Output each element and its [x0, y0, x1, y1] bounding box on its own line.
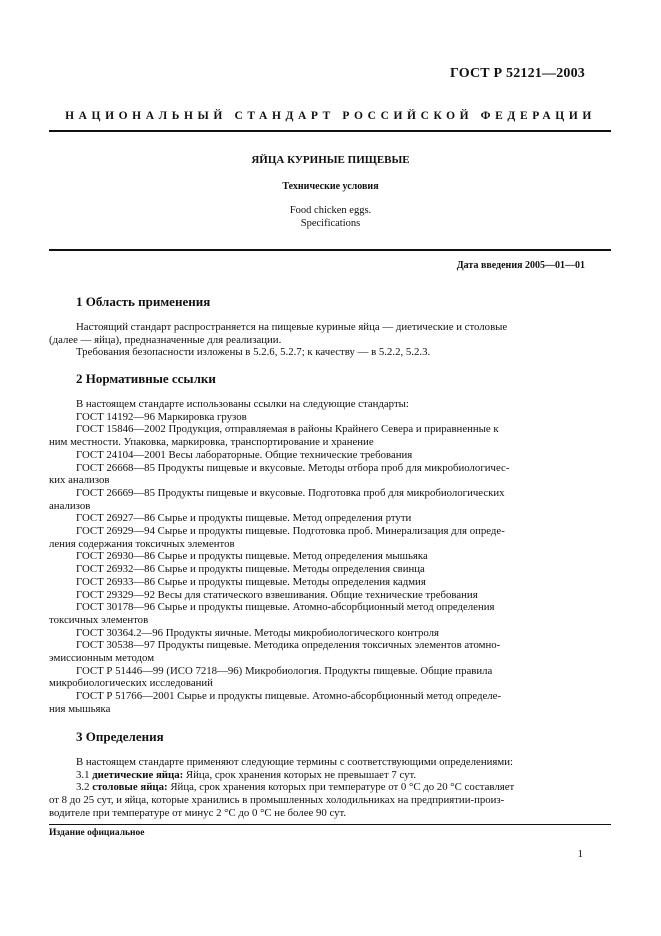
reference-item: [49, 576, 586, 589]
english-title: [0, 204, 661, 230]
english-title-line1: Food chicken eggs.: [289, 205, 372, 216]
reference-line: ГОСТ 26668—85 Продукты пищевые и вкусовые. Методы отбора проб для микробиологичес-: [76, 461, 510, 474]
reference-line: ГОСТ 24104—2001 Весы лабораторные. Общие технические требования: [76, 448, 413, 461]
reference-item: [49, 665, 586, 690]
section-3-body: [49, 756, 586, 820]
document-subtitle: Технические условия: [282, 181, 379, 192]
reference-line: ГОСТ 26929—94 Сырье и продукты пищевые. Подготовка проб. Минерализация для опреде-: [76, 525, 505, 538]
reference-line: ГОСТ 26930—86 Сырье и продукты пищевые. Метод определения мышьяка: [76, 550, 428, 563]
section-1-body: [49, 321, 586, 359]
definition-3-1-text: Яйца, срок хранения которых не превышает 7 сут.: [185, 768, 417, 781]
definition-3-2-text: Яйца, срок хранения которых при температуре от 0 °С до 20 °С составляет: [170, 781, 515, 794]
definition-3-1: [49, 769, 586, 782]
section-1-p2: Требования безопасности изложены в 5.2.6, 5.2.7; к качеству — в 5.2.2, 5.2.3.: [76, 346, 431, 359]
normative-references-list: [49, 411, 586, 716]
section-2-intro: В настоящем стандарте использованы ссылки на следующие стандарты:: [76, 398, 409, 410]
reference-item: [49, 690, 586, 715]
title-divider: [49, 249, 611, 251]
gost-number: ГОСТ Р 52121—2003: [449, 66, 585, 81]
definition-3-1-term: диетические яйца:: [92, 768, 184, 781]
reference-line: ГОСТ 14192—96 Маркировка грузов: [76, 410, 247, 423]
reference-line: ГОСТ 26669—85 Продукты пищевые и вкусовые. Подготовка проб для микробиологических: [76, 486, 505, 499]
introduction-date: Дата введения 2005—01—01: [456, 260, 585, 271]
reference-continuation-line: микробиологических исследований: [49, 677, 213, 690]
section-1-heading: 1 Область применения: [76, 294, 211, 309]
reference-continuation-line: эмиссионным методом: [49, 652, 155, 665]
definition-3-2-number: 3.2: [76, 781, 90, 794]
section-2-body: [49, 398, 586, 716]
national-standard-title: НАЦИОНАЛЬНЫЙ СТАНДАРТ РОССИЙСКОЙ ФЕДЕРАЦИИ: [65, 110, 596, 122]
definition-3-1-number: 3.1: [76, 768, 90, 781]
reference-item: [49, 563, 586, 576]
reference-item: [49, 462, 586, 487]
reference-item: [49, 639, 586, 664]
definition-3-2-line2: от 8 до 25 сут, и яйца, которые хранились в промышленных холодильниках на предприятии-произ-: [49, 794, 505, 807]
section-2-heading: 2 Нормативные ссылки: [76, 371, 216, 386]
section-1-p1-line2: (далее — яйца), предназначенные для реализации.: [49, 333, 282, 346]
section-3-heading: 3 Определения: [76, 729, 164, 744]
edition-label: Издание официальное: [49, 828, 145, 838]
reference-item: [49, 487, 586, 512]
reference-line: ГОСТ 15846—2002 Продукция, отправляемая в районы Крайнего Севера и приравненные к: [76, 423, 499, 436]
reference-line: ГОСТ 26927—86 Сырье и продукты пищевые. Метод определения ртути: [76, 512, 412, 525]
reference-continuation-line: ления содержания токсичных элементов: [49, 537, 235, 550]
reference-continuation-line: ним местности. Упаковка, маркировка, транспортирование и хранение: [49, 436, 374, 449]
section-1-p1-line1: Настоящий стандарт распространяется на пищевые куриные яйца — диетические и столовые: [76, 321, 508, 333]
header-divider: [49, 130, 611, 132]
definition-3-2-term: столовые яйца:: [92, 781, 168, 794]
reference-line: ГОСТ 30538—97 Продукты пищевые. Методика определения токсичных элементов атомно-: [76, 639, 501, 652]
page-number: 1: [577, 848, 583, 860]
reference-line: ГОСТ 30364.2—96 Продукты яичные. Методы микробиологического контроля: [76, 626, 440, 639]
reference-continuation-line: ния мышьяка: [49, 702, 111, 715]
reference-continuation-line: ких анализов: [49, 474, 110, 487]
english-title-line2: Specifications: [300, 218, 361, 229]
reference-item: [49, 525, 586, 550]
reference-item: [49, 589, 586, 602]
definition-3-2-line3: водителе при температуре от минус 2 °С до 0 °С не более 90 сут.: [49, 806, 347, 819]
footer-divider: [49, 824, 611, 825]
reference-continuation-line: анализов: [49, 499, 91, 512]
document-title: ЯЙЦА КУРИНЫЕ ПИЩЕВЫЕ: [251, 154, 410, 166]
reference-line: ГОСТ 30178—96 Сырье и продукты пищевые. Атомно-абсорбционный метод определения: [76, 601, 495, 614]
section-3-intro: В настоящем стандарте применяют следующие термины с соответствующими определениями:: [76, 756, 513, 768]
reference-item: [49, 601, 586, 626]
reference-item: [49, 627, 586, 640]
reference-continuation-line: токсичных элементов: [49, 613, 149, 626]
reference-line: ГОСТ 29329—92 Весы для статического взвешивания. Общие технические требования: [76, 588, 478, 601]
reference-item: [49, 411, 586, 424]
reference-line: ГОСТ 26932—86 Сырье и продукты пищевые. Методы определения свинца: [76, 563, 425, 576]
definition-3-2-line1: [49, 781, 586, 794]
reference-line: ГОСТ 26933—86 Сырье и продукты пищевые. Методы определения кадмия: [76, 575, 426, 588]
reference-item: [49, 550, 586, 563]
reference-item: [49, 512, 586, 525]
reference-item: [49, 423, 586, 448]
reference-line: ГОСТ Р 51766—2001 Сырье и продукты пищевые. Атомно-абсорбционный метод определе-: [76, 690, 502, 703]
reference-item: [49, 449, 586, 462]
reference-line: ГОСТ Р 51446—99 (ИСО 7218—96) Микробиология. Продукты пищевые. Общие правила: [76, 664, 493, 677]
